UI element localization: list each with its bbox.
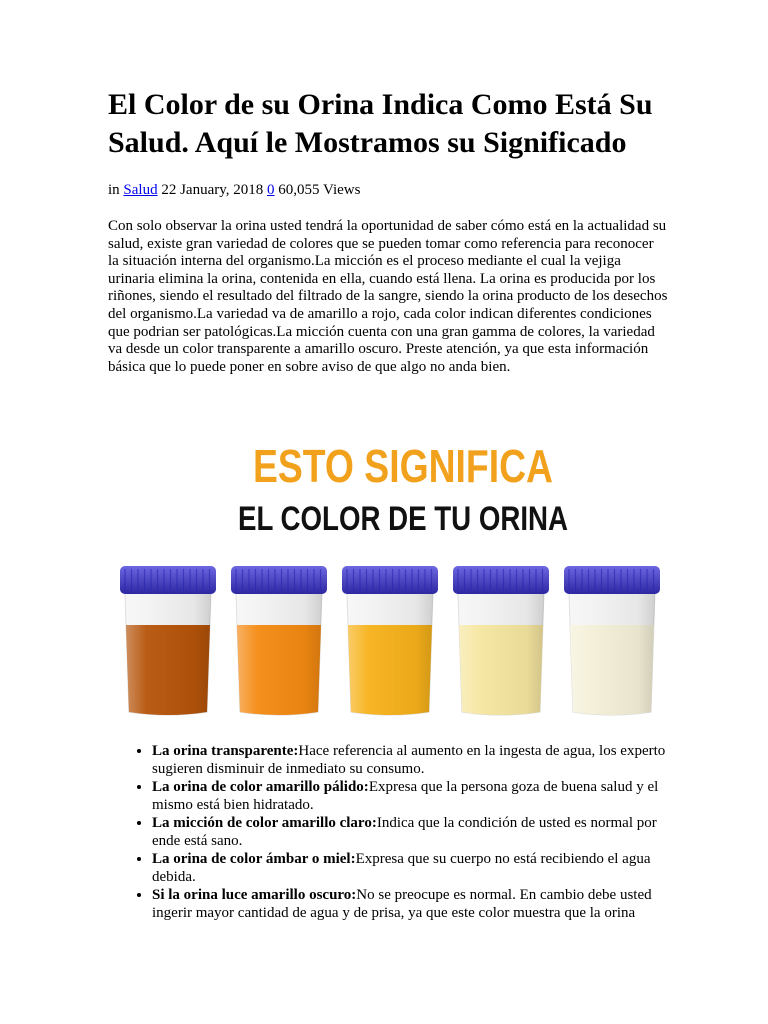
list-item-term: La orina de color ámbar o miel: — [152, 851, 356, 867]
list-item — [152, 850, 668, 886]
category-link[interactable]: Salud — [123, 182, 158, 198]
sample-cup — [342, 566, 438, 715]
cup-shine — [347, 592, 433, 715]
meta-views: 60,055 Views — [274, 182, 361, 198]
cup-lid-shade — [564, 566, 660, 594]
list-item — [152, 778, 668, 814]
article-meta — [108, 180, 360, 200]
intro-paragraph: Con solo observar la orina usted tendrá la oportunidad de saber cómo está en la actualidad su salud, existe gran variedad de colores que se pueden tomar como referencia para reconocer la situación interna del organismo.La micción es el proceso mediante el cual la vejiga urinaria elimina la orina, contenida en ella, cuando está llena. La orina es producida por los riñones, siendo el resultado del filtrado de la sangre, siendo la orina producto de los desechos del organismo.La variedad va de amarillo a rojo, cada color indican diferentes condiciones que podrian ser patológicas.La micción cuenta con una gran gamma de colores, la variedad va desde un color transparente a amarillo oscuro. Preste atención, ya que esta información básica que lo puede poner en sobre aviso de que algo no anda bien. — [108, 218, 668, 375]
list-item-desc: Hace referencia al aumento en la ingesta de agua, los experto sugieren disminuir de inmediato su consumo. — [152, 743, 666, 777]
color-meaning-list — [108, 742, 668, 922]
urine-color-infographic — [108, 420, 668, 720]
comments-link[interactable]: 0 — [267, 182, 275, 198]
cup-shine — [236, 592, 322, 715]
list-item-term: La micción de color amarillo claro: — [152, 815, 377, 831]
sample-cup — [453, 566, 549, 715]
cup-lid-shade — [453, 566, 549, 594]
cup-lid-shade — [342, 566, 438, 594]
list-item-term: Si la orina luce amarillo oscuro: — [152, 887, 357, 903]
cup-shine — [125, 592, 211, 715]
cup-lid-shade — [120, 566, 216, 594]
cup-shine — [458, 592, 544, 715]
meta-prefix: in — [108, 182, 124, 198]
meta-date: 22 January, 2018 — [157, 182, 268, 198]
list-item-desc: Indica que la condición de usted es normal por ende está sano. — [152, 815, 657, 849]
sample-cup — [231, 566, 327, 715]
infographic-headline: ESTO SIGNIFICA — [253, 440, 553, 492]
list-item-term: La orina de color amarillo pálido: — [152, 779, 369, 795]
list-item-desc: Expresa que su cuerpo no está recibiendo el agua debida. — [152, 851, 651, 885]
list-item-desc: No se preocupe es normal. En cambio debe usted ingerir mayor cantidad de agua y de prisa, ya que este color muestra que la orina — [152, 887, 652, 921]
list-item-desc: Expresa que la persona goza de buena salud y el mismo está bien hidratado. — [152, 779, 659, 813]
list-item-term: La orina transparente: — [152, 743, 299, 759]
cup-shine — [569, 592, 655, 715]
sample-cup — [120, 566, 216, 715]
list-item — [152, 886, 668, 922]
sample-cup — [564, 566, 660, 715]
cup-lid-shade — [231, 566, 327, 594]
infographic-subheadline: EL COLOR DE TU ORINA — [238, 500, 568, 538]
list-item — [152, 814, 668, 850]
article-title: El Color de su Orina Indica Como Está Su Salud. Aquí le Mostramos su Significado — [108, 88, 653, 159]
list-item — [152, 742, 668, 778]
